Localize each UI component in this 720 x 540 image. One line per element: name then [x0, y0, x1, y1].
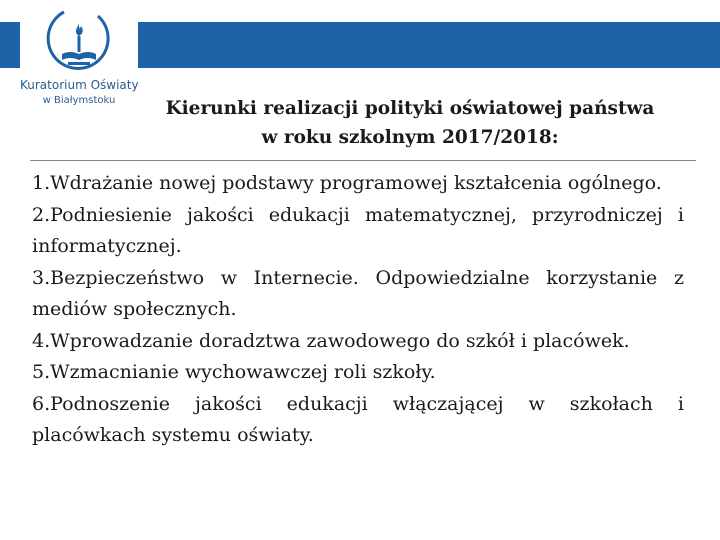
- title-line-2: w roku szkolnym 2017/2018:: [261, 127, 559, 148]
- list-item: 1.Wdrażanie nowej podstawy programowej kształcenia ogólnego.: [32, 172, 662, 194]
- logo: [20, 6, 138, 116]
- list-item: 2.Podniesienie jakości edukacji matematycznej, przyrodniczej i informatycznej.: [32, 203, 684, 257]
- logo-text-primary: Kuratorium Oświaty: [20, 78, 139, 92]
- list-item: 5.Wzmacnianie wychowawczej roli szkoły.: [32, 361, 436, 383]
- priorities-list: [32, 168, 684, 452]
- list-item: 3.Bezpieczeństwo w Internecie. Odpowiedzialne korzystanie z mediów społecznych.: [32, 266, 684, 320]
- list-item: 4.Wprowadzanie doradztwa zawodowego do szkół i placówek.: [32, 329, 630, 352]
- list-item: 6.Podnoszenie jakości edukacji włączającej w szkołach i placówkach systemu oświaty.: [32, 392, 684, 446]
- title-divider: [30, 160, 696, 161]
- title-line-1: Kierunki realizacji polityki oświatowej państwa: [165, 98, 655, 119]
- torch-book-logo-icon: [44, 6, 114, 82]
- slide-title: [130, 94, 690, 152]
- logo-text-secondary: w Białymstoku: [42, 95, 116, 106]
